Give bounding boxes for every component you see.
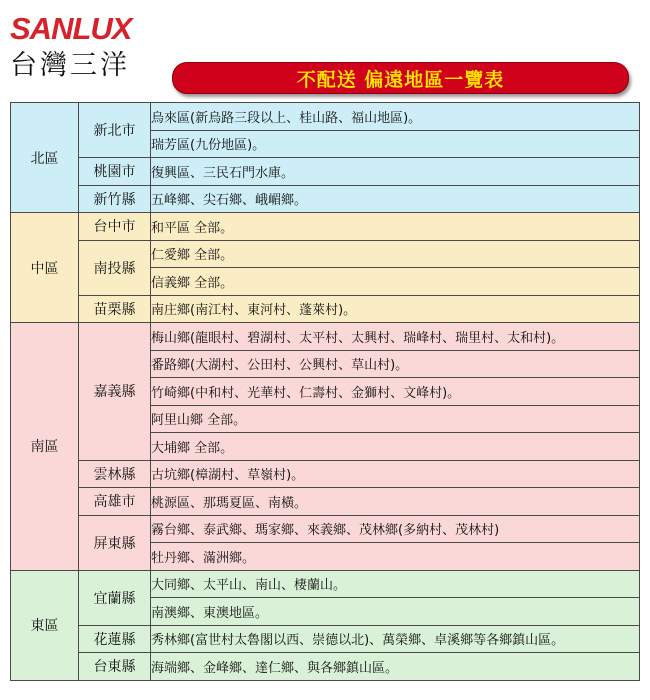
table-row [11,323,640,351]
area-cell: 復興區、三民石門水庫。 [151,158,640,186]
table-row [11,103,640,131]
remote-areas-table-body [11,103,640,681]
area-cell: 南澳鄉、東澳地區。 [151,598,640,626]
city-cell: 嘉義縣 [79,323,151,461]
area-cell: 大埔鄉 全部。 [151,433,640,461]
area-cell: 牡丹鄉、滿洲鄉。 [151,543,640,571]
table-row [11,488,640,516]
area-cell: 番路鄉(大湖村、公田村、公興村、草山村)。 [151,350,640,378]
brand-logo-cn: 台灣三洋 [10,50,130,81]
table-row [11,653,640,681]
table-row [11,515,640,543]
area-cell: 五峰鄉、尖石鄉、峨嵋鄉。 [151,185,640,213]
city-cell: 新竹縣 [79,185,151,213]
area-cell: 古坑鄉(樟湖村、草嶺村)。 [151,460,640,488]
area-cell: 梅山鄉(龍眼村、碧湖村、太平村、太興村、瑞峰村、瑞里村、太和村)。 [151,323,640,351]
table-row [11,213,640,241]
table-row [11,240,640,268]
city-cell: 花蓮縣 [79,625,151,653]
table-row [11,570,640,598]
brand-logo-en: SANLUX [10,11,132,46]
city-cell: 宜蘭縣 [79,570,151,625]
city-cell: 桃園市 [79,158,151,186]
area-cell: 竹崎鄉(中和村、光華村、仁壽村、金獅村、文峰村)。 [151,378,640,406]
region-cell: 中區 [11,213,79,323]
area-cell: 桃源區、那瑪夏區、南橫。 [151,488,640,516]
area-cell: 信義鄉 全部。 [151,268,640,296]
table-row [11,295,640,323]
city-cell: 苗栗縣 [79,295,151,323]
table-row [11,625,640,653]
area-cell: 烏來區(新烏路三段以上、桂山路、福山地區)。 [151,103,640,131]
region-cell: 南區 [11,323,79,571]
area-cell: 秀林鄉(富世村太魯閣以西、崇德以北)、萬榮鄉、卓溪鄉等各鄉鎮山區。 [151,625,640,653]
area-cell: 海端鄉、金峰鄉、達仁鄉、與各鄉鎮山區。 [151,653,640,681]
area-cell: 瑞芳區(九份地區)。 [151,130,640,158]
area-cell: 大同鄉、太平山、南山、棲蘭山。 [151,570,640,598]
city-cell: 台中市 [79,213,151,241]
table-row [11,460,640,488]
area-cell: 阿里山鄉 全部。 [151,405,640,433]
region-cell: 東區 [11,570,79,680]
area-cell: 霧台鄉、泰武鄉、瑪家鄉、來義鄉、茂林鄉(多納村、茂林村) [151,515,640,543]
city-cell: 高雄市 [79,488,151,516]
remote-areas-table [10,102,640,681]
city-cell: 台東縣 [79,653,151,681]
city-cell: 南投縣 [79,240,151,295]
area-cell: 仁愛鄉 全部。 [151,240,640,268]
region-cell: 北區 [11,103,79,213]
city-cell: 雲林縣 [79,460,151,488]
page-title: 不配送 偏遠地區一覽表 [172,62,629,94]
area-cell: 和平區 全部。 [151,213,640,241]
city-cell: 新北市 [79,103,151,158]
table-row [11,158,640,186]
table-row [11,185,640,213]
city-cell: 屏東縣 [79,515,151,570]
area-cell: 南庄鄉(南江村、東河村、蓬萊村)。 [151,295,640,323]
